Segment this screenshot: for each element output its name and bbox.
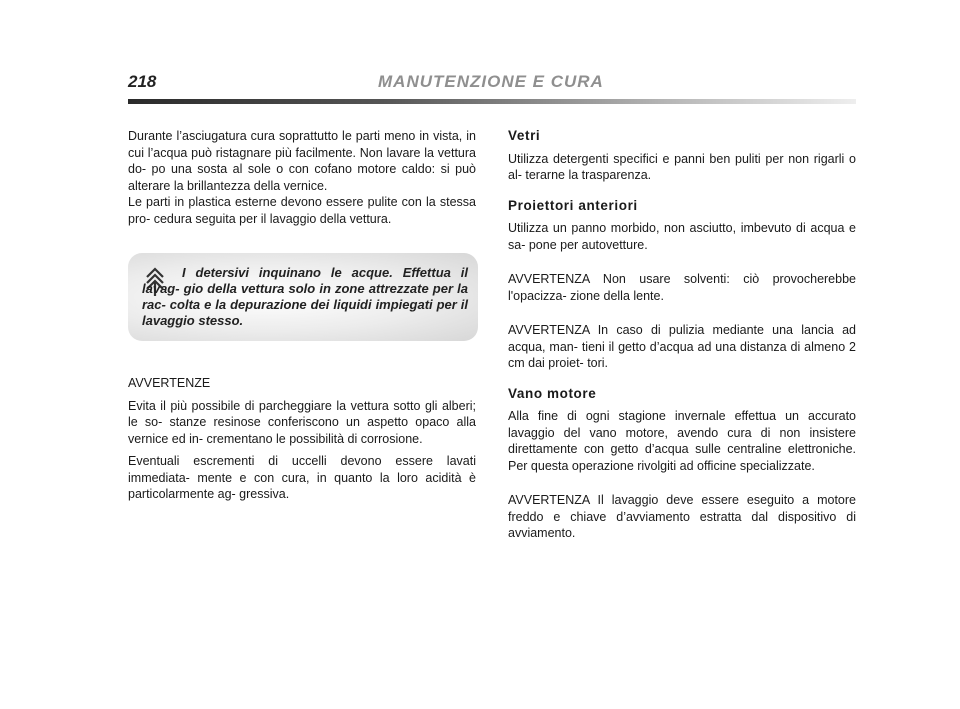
cold-engine-warning: AVVERTENZA Il lavaggio deve essere eseguito a motore freddo e chiave d’avviamento estratta dal dispositivo di avviamento. <box>508 493 856 540</box>
bird-droppings-paragraph: Eventuali escrementi di uccelli devono essere lavati immediata- mente e con cura, in quanto la loro acidità è particolarmente ag- gressiva. <box>128 454 476 501</box>
engine-bay-paragraph: Alla fine di ogni stagione invernale effettua un accurato lavaggio del vano motore, avendo cura di non insistere direttamente con getto d’acqua sulle centraline elettroniche. Per questa operazione rivolgiti ad officine specializzate. <box>508 409 856 473</box>
environment-note-text: I detersivi inquinano le acque. Effettua il lavag- gio della vettura solo in zone attrezzate per la rac- colta e la depurazione dei liquidi impiegati per il lavaggio stesso. <box>142 265 468 328</box>
plastic-parts-paragraph: Le parti in plastica esterne devono essere pulite con la stessa pro- cedura seguita per il lavaggio della vettura. <box>128 195 476 226</box>
page-number: 218 <box>128 72 157 91</box>
left-column-bottom <box>128 375 476 503</box>
header-rule <box>128 99 856 104</box>
glass-heading: Vetri <box>508 128 541 143</box>
section-title: MANUTENZIONE E CURA <box>378 72 604 91</box>
right-column <box>508 128 856 542</box>
drying-paragraph: Durante l’asciugatura cura soprattutto le parti meno in vista, in cui l’acqua può ristagnare più facilmente. Non lavare la vettura do- po una sosta al sole o con cofano motore caldo: si può alterare la brillantezza della vernice. <box>128 129 476 193</box>
solvent-warning: AVVERTENZA Non usare solventi: ciò provocherebbe l'opacizza- zione della lente. <box>508 272 856 303</box>
left-column-top <box>128 128 476 227</box>
warnings-heading: AVVERTENZE <box>128 376 211 390</box>
trees-paragraph: Evita il più possibile di parcheggiare la vettura sotto gli alberi; le so- stanze resinose conferiscono un aspetto opaco alla vernice ed in- crementano le possibilità di corrosione. <box>128 398 476 446</box>
glass-paragraph: Utilizza detergenti specifici e panni ben puliti per non rigarli o al- terarne la trasparenza. <box>508 151 856 182</box>
headlights-paragraph: Utilizza un panno morbido, non asciutto, imbevuto di acqua e sa- pone per autovetture. <box>508 221 856 252</box>
water-jet-warning: AVVERTENZA In caso di pulizia mediante una lancia ad acqua, man- tieni il getto d’acqua ad una distanza di almeno 2 cm dai proiet- tori. <box>508 323 856 370</box>
engine-bay-heading: Vano motore <box>508 385 597 401</box>
environment-note-box <box>128 253 478 341</box>
headlights-heading: Proiettori anteriori <box>508 197 638 213</box>
